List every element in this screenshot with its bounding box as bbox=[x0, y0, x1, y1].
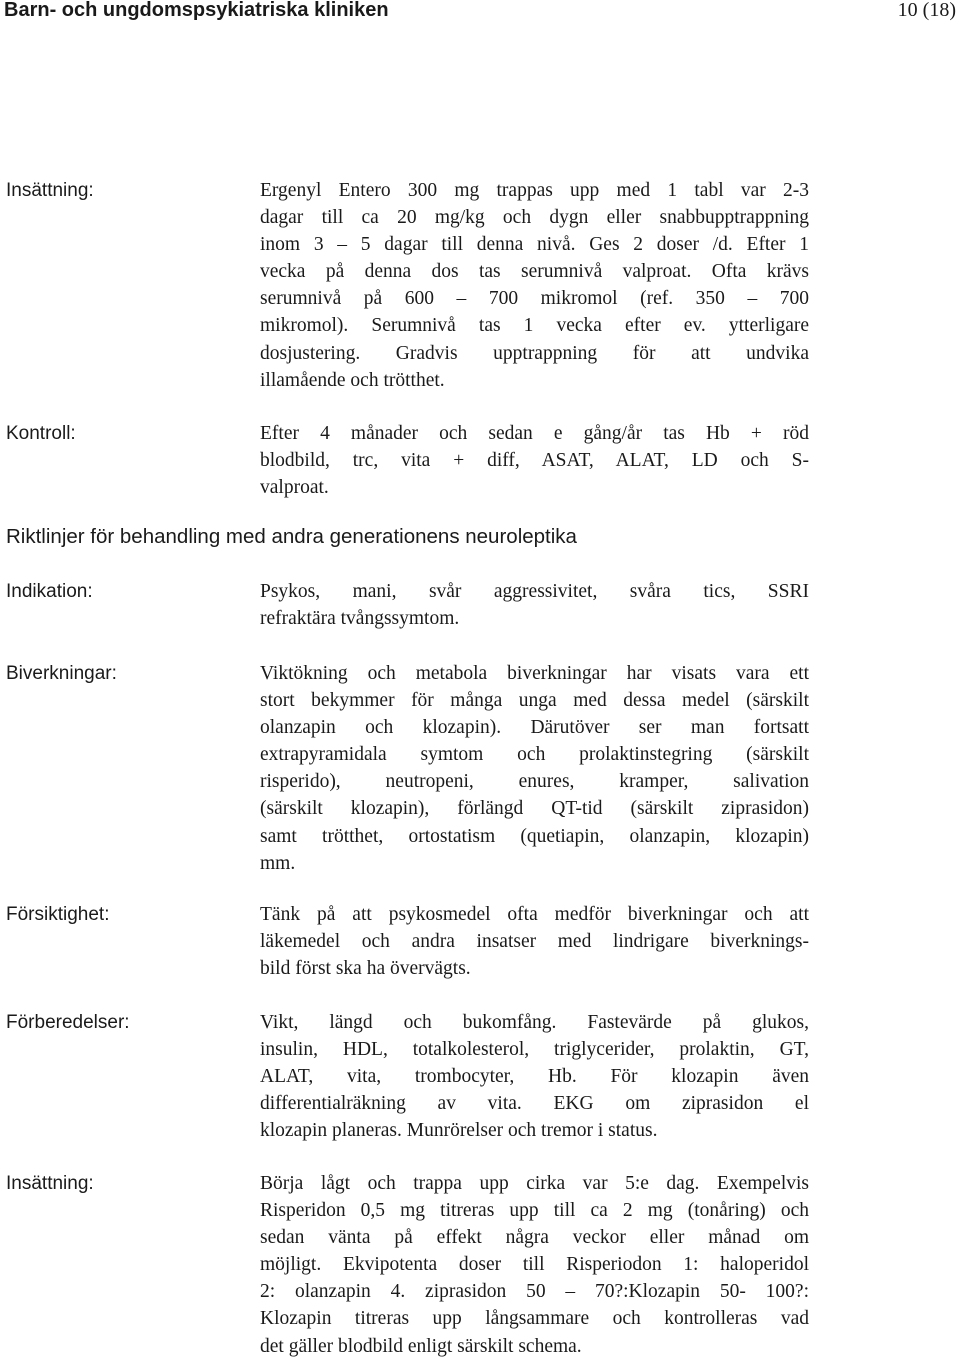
label-forsiktighet: Försiktighet: bbox=[6, 904, 110, 925]
text-line: (särskilt klozapin), förlängd QT-tid (särskilt ziprasidon) bbox=[260, 798, 809, 820]
section-heading: Riktlinjer för behandling med andra generationens neuroleptika bbox=[6, 525, 577, 548]
text-line: extrapyramidala symtom och prolaktinstegring (särskilt bbox=[260, 744, 809, 766]
page-header-title: Barn- och ungdomspsykiatriska kliniken bbox=[4, 0, 389, 21]
label-kontroll: Kontroll: bbox=[6, 423, 76, 444]
text-line: dagar till ca 20 mg/kg och dygn eller snabbupptrappning bbox=[260, 207, 809, 229]
label-indikation: Indikation: bbox=[6, 581, 93, 602]
text-line: läkemedel och andra insatser med lindrigare biverknings- bbox=[260, 931, 809, 953]
text-line: serumnivå på 600 – 700 mikromol (ref. 350 – 700 bbox=[260, 288, 809, 310]
text-line: mikromol). Serumnivå tas 1 vecka efter ev. ytterligare bbox=[260, 315, 809, 337]
text-line: vecka på denna dos tas serumnivå valproat. Ofta krävs bbox=[260, 261, 809, 283]
text-forberedelser bbox=[260, 1009, 809, 1144]
text-line: Ergenyl Entero 300 mg trappas upp med 1 tabl var 2-3 bbox=[260, 180, 809, 201]
text-line: samt trötthet, ortostatism (quetiapin, olanzapin, klozapin) bbox=[260, 825, 809, 847]
page-number: 10 (18) bbox=[897, 0, 956, 21]
text-line: differentialräkning av vita. EKG om ziprasidon el bbox=[260, 1093, 809, 1115]
text-line: stort bekymmer för många unga med dessa medel (särskilt bbox=[260, 690, 809, 712]
text-biverkningar bbox=[260, 660, 809, 877]
text-line: sedan vänta på effekt några veckor eller månad om bbox=[260, 1227, 809, 1249]
text-line: illamående och trötthet. bbox=[260, 369, 445, 391]
text-line: insulin, HDL, totalkolesterol, triglycerider, prolaktin, GT, bbox=[260, 1039, 809, 1061]
text-line: det gäller blodbild enligt särskilt schema. bbox=[260, 1335, 582, 1357]
text-line: Risperidon 0,5 mg titreras upp till ca 2 mg (tonåring) och bbox=[260, 1200, 809, 1222]
label-forberedelser: Förberedelser: bbox=[6, 1012, 130, 1033]
text-line: Tänk på att psykosmedel ofta medför biverkningar och att bbox=[260, 904, 809, 925]
text-line: olanzapin och klozapin). Därutöver ser man fortsatt bbox=[260, 717, 809, 739]
text-line: valproat. bbox=[260, 477, 329, 499]
text-line: Efter 4 månader och sedan e gång/år tas Hb + röd bbox=[260, 423, 809, 444]
text-line: Vikt, längd och bukomfång. Fastevärde på glukos, bbox=[260, 1012, 809, 1033]
text-indikation bbox=[260, 578, 809, 632]
label-insattning-valproat: Insättning: bbox=[6, 180, 94, 201]
text-line: inom 3 – 5 dagar till denna nivå. Ges 2 doser /d. Efter 1 bbox=[260, 234, 809, 256]
text-line: refraktära tvångssymtom. bbox=[260, 608, 460, 630]
text-line: klozapin planeras. Munrörelser och tremor i status. bbox=[260, 1120, 658, 1142]
text-line: Börja lågt och trappa upp cirka var 5:e dag. Exempelvis bbox=[260, 1173, 809, 1194]
text-line: Klozapin titreras upp långsammare och kontrolleras vad bbox=[260, 1308, 809, 1330]
text-line: ALAT, vita, trombocyter, Hb. För klozapin även bbox=[260, 1066, 809, 1088]
text-line: bild först ska ha övervägts. bbox=[260, 958, 471, 980]
text-kontroll bbox=[260, 420, 809, 501]
text-line: mm. bbox=[260, 852, 296, 874]
text-line: Psykos, mani, svår aggressivitet, svåra tics, SSRI bbox=[260, 581, 809, 602]
text-line: risperido), neutropeni, enures, kramper, salivation bbox=[260, 771, 809, 793]
text-insattning-valproat bbox=[260, 177, 809, 394]
label-insattning-neuroleptika: Insättning: bbox=[6, 1173, 94, 1194]
text-line: blodbild, trc, vita + diff, ASAT, ALAT, LD och S- bbox=[260, 450, 809, 472]
text-line: Viktökning och metabola biverkningar har visats vara ett bbox=[260, 663, 809, 684]
text-insattning-neuroleptika bbox=[260, 1170, 809, 1360]
label-biverkningar: Biverkningar: bbox=[6, 663, 117, 684]
text-line: möjligt. Ekvipotenta doser till Risperiodon 1: haloperidol bbox=[260, 1254, 809, 1276]
text-forsiktighet bbox=[260, 901, 809, 982]
text-line: 2: olanzapin 4. ziprasidon 50 – 70?:Klozapin 50- 100?: bbox=[260, 1281, 809, 1303]
text-line: dosjustering. Gradvis upptrappning för att undvika bbox=[260, 342, 809, 364]
